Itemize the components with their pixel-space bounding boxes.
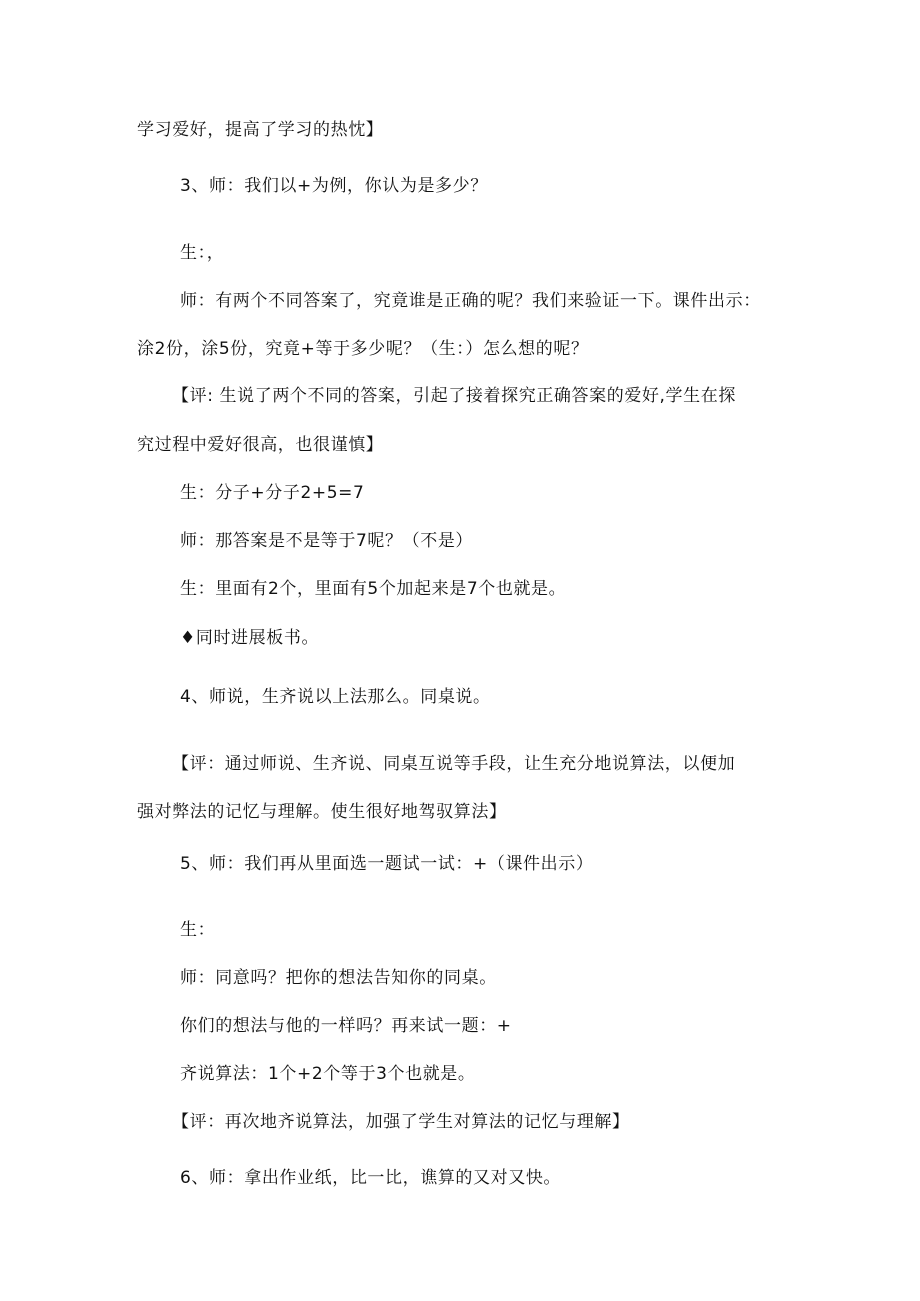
text-line: 涂2份，涂5份，究竟+等于多少呢？（生：）怎么想的呢？	[137, 339, 589, 359]
text-line: 生：里面有2个，里面有5个加起来是7个也就是。	[180, 579, 567, 599]
comment-line: 究过程中爱好很高，也很谨慎】	[137, 435, 384, 455]
text-line: 生：	[180, 920, 216, 940]
text-line: 齐说算法：1个+2个等于3个也就是。	[180, 1064, 476, 1084]
text-line: 3、师：我们以+为例，你认为是多少？	[180, 176, 488, 196]
comment-line: 【评：再次地齐说算法，加强了学生对算法的记忆与理解】	[172, 1112, 630, 1132]
comment-line: 【评：通过师说、生齐说、同桌互说等手段，让生充分地说算法，以便加	[172, 754, 736, 774]
text-line: 4、师说，生齐说以上法那么。同桌说。	[180, 687, 491, 707]
text-line: 师：同意吗？把你的想法告知你的同桌。	[180, 968, 497, 988]
comment-line: 【评: 生说了两个不同的答案，引起了接着探究正确答案的爱好,学生在探	[172, 386, 736, 406]
text-line: 生：，	[180, 243, 225, 263]
text-line: 师：那答案是不是等于7呢？（不是）	[180, 531, 474, 551]
text-line: ♦同时进展板书。	[180, 628, 320, 648]
text-line: 学习爱好，提高了学习的热忱】	[137, 120, 384, 140]
text-line: 你们的想法与他的一样吗？再来试一题：+	[180, 1016, 512, 1036]
text-line: 师：有两个不同答案了，究竟谁是正确的呢？我们来验证一下。课件出示：	[180, 291, 761, 311]
comment-line: 强对弊法的记忆与理解。使生很好地驾驭算法】	[137, 802, 507, 822]
text-line: 5、师：我们再从里面选一题试一试：+（课件出示）	[180, 854, 594, 874]
text-line: 6、师：拿出作业纸，比一比，谯算的又对又快。	[180, 1168, 562, 1188]
text-line: 生：分子+分子2+5=7	[180, 483, 365, 503]
